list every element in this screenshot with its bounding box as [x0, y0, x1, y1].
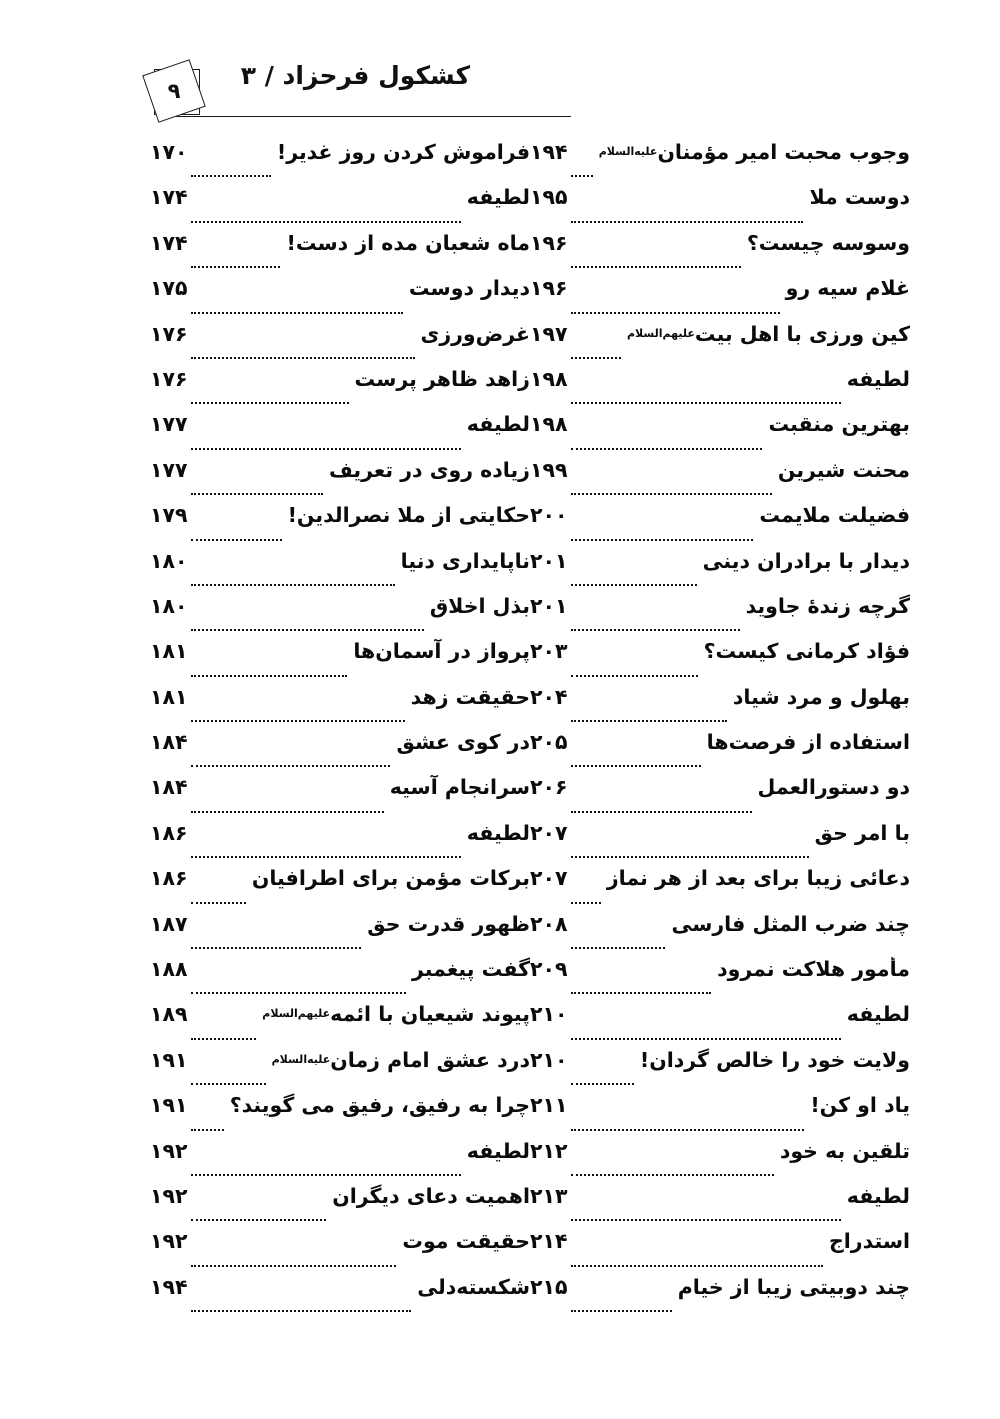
toc-entry-page-number: ۱۹۴: [150, 1274, 188, 1299]
toc-entry[interactable]: [530, 140, 910, 185]
toc-entry-page-number: ۱۹۴: [530, 140, 568, 164]
toc-entry-title: لطیفه: [466, 185, 530, 210]
toc-entry-page-number: ۲۱۱: [530, 1093, 568, 1118]
toc-leader-dots: [571, 349, 621, 363]
toc-leader-dots: [191, 1075, 266, 1089]
toc-leader-dots: [191, 939, 362, 953]
toc-entry[interactable]: [530, 685, 910, 730]
toc-entry[interactable]: [150, 957, 530, 1002]
toc-entry[interactable]: [530, 1139, 910, 1184]
toc-entry[interactable]: [530, 957, 910, 1002]
toc-entry[interactable]: [530, 549, 910, 594]
toc-entry[interactable]: [150, 231, 530, 276]
toc-leader-dots: [571, 939, 666, 953]
toc-entry-page-number: ۲۱۲: [530, 1138, 568, 1163]
header-rule: [176, 116, 571, 117]
toc-leader-dots: [571, 576, 697, 590]
toc-entry-page-number: ۱۸۷: [150, 911, 188, 936]
toc-entry-title: مأمور هلاکت نمرود: [717, 957, 910, 982]
toc-entry[interactable]: [150, 685, 530, 730]
toc-entry[interactable]: [150, 276, 530, 321]
toc-entry-title: دو دستورالعمل: [757, 775, 910, 800]
toc-leader-dots: [191, 757, 391, 771]
toc-entry-title: استدراج: [829, 1229, 910, 1254]
toc-entry-title: ناپایداری دنیا: [400, 548, 530, 573]
toc-entry-title: دعائی زیبا برای بعد از هر نماز: [606, 866, 910, 891]
toc-leader-dots: [191, 712, 405, 726]
toc-entry-page-number: ۱۹۸: [530, 412, 568, 437]
toc-entry-page-number: ۱۷۵: [150, 276, 188, 301]
toc-entry-page-number: ۱۹۱: [150, 1093, 188, 1118]
toc-entry[interactable]: [530, 367, 910, 412]
toc-leader-dots: [191, 848, 461, 862]
toc-entry-title: با امر حق: [814, 820, 910, 845]
toc-entry-title: غلام سیه رو: [785, 276, 910, 301]
toc-entry-page-number: ۲۱۴: [530, 1229, 568, 1254]
toc-column-right: [150, 140, 530, 1320]
toc-leader-dots: [571, 485, 772, 499]
toc-entry[interactable]: [530, 1275, 910, 1320]
toc-entry-page-number: ۱۸۱: [150, 684, 188, 709]
toc-entry-title: شکسته‌دلی: [417, 1274, 530, 1299]
toc-entry[interactable]: [530, 276, 910, 321]
toc-entry-title: سرانجام آسیه: [389, 775, 530, 800]
toc-entry[interactable]: [530, 322, 910, 367]
toc-entry-title: چند دوبیتی زیبا از خیام: [677, 1274, 910, 1299]
toc-entry[interactable]: [530, 458, 910, 503]
toc-entry[interactable]: [530, 1002, 910, 1047]
toc-entry-title: لطیفه: [846, 1002, 910, 1027]
toc-leader-dots: [571, 712, 727, 726]
toc-entry-title: وجوب محبت امیر مؤمنانعلیه‌السلام: [598, 140, 910, 164]
toc-entry-title: فراموش کردن روز غدیر!: [276, 140, 530, 164]
toc-leader-dots: [191, 621, 424, 635]
toc-leader-dots: [191, 167, 271, 181]
toc-entry-page-number: ۲۱۰: [530, 1002, 568, 1027]
toc-leader-dots: [191, 1121, 224, 1135]
toc-leader-dots: [191, 803, 384, 817]
toc-entry-page-number: ۲۰۳: [530, 639, 568, 664]
toc-entry[interactable]: [150, 367, 530, 412]
toc-entry-title: حقیقت زهد: [410, 684, 530, 709]
toc-leader-dots: [571, 1030, 841, 1044]
toc-leader-dots: [571, 1302, 672, 1316]
toc-entry-title: چند ضرب المثل فارسی: [671, 911, 910, 936]
toc-entry-page-number: ۱۸۱: [150, 639, 188, 664]
toc-entry-page-number: ۲۰۷: [530, 866, 568, 891]
toc-entry[interactable]: [530, 185, 910, 230]
toc-entry[interactable]: [150, 1139, 530, 1184]
toc-leader-dots: [191, 984, 406, 998]
toc-entry-page-number: ۱۷۷: [150, 412, 188, 437]
table-of-contents: [150, 140, 910, 1320]
toc-leader-dots: [191, 304, 403, 318]
toc-entry-page-number: ۱۸۴: [150, 730, 188, 755]
toc-leader-dots: [571, 394, 841, 408]
toc-entry-title: پیوند شیعیان با ائمهعلیهم‌السلام: [262, 1002, 530, 1027]
toc-entry-page-number: ۲۱۳: [530, 1183, 568, 1208]
toc-entry[interactable]: [530, 231, 910, 276]
toc-leader-dots: [571, 1121, 805, 1135]
toc-leader-dots: [191, 394, 349, 408]
toc-entry-title: لطیفه: [846, 366, 910, 391]
toc-leader-dots: [571, 531, 754, 545]
toc-column-left: [530, 140, 910, 1320]
toc-leader-dots: [571, 1075, 634, 1089]
toc-entry[interactable]: [150, 594, 530, 639]
toc-entry-title: ولایت خود را خالص گردان!: [639, 1047, 910, 1072]
toc-entry[interactable]: [150, 821, 530, 866]
toc-entry[interactable]: [150, 1093, 530, 1138]
honorific-mark: علیهم‌السلام: [262, 1007, 331, 1021]
toc-entry-page-number: ۱۹۹: [530, 457, 568, 482]
toc-entry-title: بهلول و مرد شیاد: [732, 684, 910, 709]
toc-leader-dots: [191, 1257, 397, 1271]
toc-entry-title: دوست ملا: [809, 185, 910, 210]
toc-entry[interactable]: [530, 730, 910, 775]
toc-entry[interactable]: [150, 1048, 530, 1093]
toc-entry-page-number: ۲۰۱: [530, 593, 568, 618]
toc-entry[interactable]: [150, 775, 530, 820]
toc-entry[interactable]: [150, 866, 530, 911]
toc-leader-dots: [571, 440, 763, 454]
toc-leader-dots: [191, 894, 246, 908]
toc-entry[interactable]: [150, 458, 530, 503]
toc-leader-dots: [191, 531, 282, 545]
toc-entry-page-number: ۱۷۴: [150, 230, 188, 255]
toc-entry-title: بذل اخلاق: [429, 593, 530, 618]
toc-entry-page-number: ۱۹۸: [530, 366, 568, 391]
toc-entry-page-number: ۱۷۶: [150, 321, 188, 346]
toc-entry-page-number: ۱۹۲: [150, 1229, 188, 1254]
toc-leader-dots: [191, 258, 281, 272]
toc-entry[interactable]: [150, 140, 530, 185]
toc-entry-page-number: ۱۹۱: [150, 1047, 188, 1072]
toc-leader-dots: [571, 167, 593, 181]
toc-entry-title: درد عشق امام زمانعلیه‌السلام: [271, 1047, 530, 1072]
toc-entry-page-number: ۲۰۶: [530, 775, 568, 800]
toc-entry[interactable]: [150, 1229, 530, 1274]
toc-leader-dots: [191, 576, 395, 590]
toc-leader-dots: [191, 485, 323, 499]
toc-leader-dots: [571, 304, 780, 318]
toc-entry-title: چرا به رفیق، رفیق می گویند؟: [229, 1093, 530, 1118]
toc-entry[interactable]: [530, 594, 910, 639]
toc-entry[interactable]: [150, 1002, 530, 1047]
toc-entry-page-number: ۱۸۸: [150, 957, 188, 982]
toc-entry-title: اهمیت دعای دیگران: [332, 1183, 530, 1208]
honorific-mark: علیه‌السلام: [598, 145, 658, 158]
toc-leader-dots: [571, 1211, 841, 1225]
toc-leader-dots: [571, 1257, 823, 1271]
toc-entry-page-number: ۲۰۵: [530, 730, 568, 755]
toc-entry[interactable]: [150, 912, 530, 957]
toc-entry-title: فضیلت ملایمت: [759, 503, 910, 528]
toc-entry[interactable]: [530, 821, 910, 866]
toc-leader-dots: [571, 757, 701, 771]
toc-entry[interactable]: [530, 1048, 910, 1093]
toc-entry[interactable]: [530, 503, 910, 548]
toc-entry[interactable]: [150, 639, 530, 684]
toc-entry-page-number: ۱۸۰: [150, 548, 188, 573]
toc-entry-page-number: ۲۰۴: [530, 684, 568, 709]
toc-entry-page-number: ۱۷۶: [150, 366, 188, 391]
toc-entry-title: گفت پیغمبر: [411, 957, 530, 982]
toc-entry-title: وسوسه چیست؟: [746, 230, 910, 255]
toc-entry[interactable]: [530, 866, 910, 911]
toc-leader-dots: [191, 1211, 327, 1225]
toc-entry-title: لطیفه: [466, 1138, 530, 1163]
toc-entry-page-number: ۱۹۶: [530, 276, 568, 301]
toc-entry-title: محنت شیرین: [777, 457, 910, 482]
toc-leader-dots: [571, 848, 809, 862]
toc-entry-page-number: ۲۱۰: [530, 1047, 568, 1072]
toc-leader-dots: [191, 1302, 412, 1316]
toc-entry[interactable]: [150, 549, 530, 594]
toc-entry-page-number: ۱۹۲: [150, 1183, 188, 1208]
toc-entry-page-number: ۱۸۶: [150, 866, 188, 891]
toc-entry-title: لطیفه: [466, 820, 530, 845]
toc-entry-page-number: ۱۹۲: [150, 1138, 188, 1163]
toc-leader-dots: [571, 667, 698, 681]
toc-leader-dots: [571, 803, 752, 817]
toc-entry[interactable]: [530, 1229, 910, 1274]
toc-entry[interactable]: [530, 639, 910, 684]
toc-entry-page-number: ۱۷۹: [150, 503, 188, 528]
toc-entry-title: بهترین منقبت: [768, 412, 910, 437]
toc-entry-title: یاد او کن!: [810, 1093, 910, 1118]
toc-entry[interactable]: [150, 503, 530, 548]
toc-entry-page-number: ۱۷۴: [150, 185, 188, 210]
toc-entry-title: فؤاد کرمانی کیست؟: [703, 639, 910, 664]
toc-leader-dots: [191, 667, 348, 681]
toc-entry[interactable]: [150, 412, 530, 457]
toc-entry[interactable]: [530, 1184, 910, 1229]
toc-leader-dots: [191, 1166, 461, 1180]
toc-entry-page-number: ۲۰۹: [530, 957, 568, 982]
toc-entry[interactable]: [530, 412, 910, 457]
toc-entry-page-number: ۱۸۰: [150, 593, 188, 618]
toc-entry-title: پرواز در آسمان‌ها: [353, 639, 530, 664]
toc-entry[interactable]: [530, 775, 910, 820]
toc-entry[interactable]: [150, 730, 530, 775]
toc-entry[interactable]: [530, 1093, 910, 1138]
toc-entry-page-number: ۱۸۴: [150, 775, 188, 800]
toc-leader-dots: [571, 621, 740, 635]
toc-entry-page-number: ۱۸۶: [150, 820, 188, 845]
toc-entry[interactable]: [530, 912, 910, 957]
toc-entry[interactable]: [150, 1275, 530, 1320]
toc-entry-title: دیدار دوست: [408, 276, 530, 301]
toc-entry-title: حکایتی از ملا نصرالدین!: [287, 503, 530, 528]
toc-leader-dots: [571, 984, 712, 998]
toc-entry-title: در کوی عشق: [396, 730, 530, 755]
honorific-mark: علیهم‌السلام: [626, 326, 695, 340]
toc-leader-dots: [571, 213, 804, 227]
page-title: کشکول فرحزاد / ۳: [240, 61, 470, 90]
toc-entry-page-number: ۲۰۱: [530, 548, 568, 573]
toc-entry[interactable]: [150, 322, 530, 367]
toc-entry-title: دیدار با برادران دینی: [702, 548, 910, 573]
toc-leader-dots: [191, 349, 415, 363]
toc-entry-page-number: ۲۱۵: [530, 1274, 568, 1299]
toc-entry-title: کین ورزی با اهل بیتعلیهم‌السلام: [626, 321, 910, 346]
toc-entry-page-number: ۱۹۶: [530, 230, 568, 255]
toc-entry-title: ظهور قدرت حق: [367, 911, 530, 936]
page-number: ۹: [167, 79, 181, 103]
page-header: [140, 55, 580, 130]
toc-entry[interactable]: [150, 1184, 530, 1229]
toc-entry-title: گرچه زندهٔ جاوید: [745, 593, 910, 618]
toc-entry-title: لطیفه: [846, 1183, 910, 1208]
toc-entry-title: تلقین به خود: [779, 1138, 910, 1163]
toc-entry[interactable]: [150, 185, 530, 230]
toc-entry-page-number: ۲۰۸: [530, 911, 568, 936]
toc-entry-title: غرض‌ورزی: [420, 321, 530, 346]
toc-entry-page-number: ۱۸۹: [150, 1002, 188, 1027]
toc-entry-title: زیاده روی در تعریف: [328, 457, 530, 482]
toc-entry-page-number: ۲۰۷: [530, 820, 568, 845]
toc-entry-title: لطیفه: [466, 412, 530, 437]
toc-leader-dots: [571, 258, 741, 272]
toc-entry-title: حقیقت موت: [402, 1229, 530, 1254]
toc-leader-dots: [191, 1030, 257, 1044]
toc-entry-page-number: ۲۰۰: [530, 503, 568, 528]
toc-entry-title: استفاده از فرصت‌ها: [706, 730, 910, 755]
toc-leader-dots: [191, 440, 461, 454]
toc-entry-page-number: ۱۷۷: [150, 457, 188, 482]
toc-entry-title: برکات مؤمن برای اطرافیان: [251, 866, 530, 891]
toc-leader-dots: [571, 894, 601, 908]
toc-entry-page-number: ۱۹۷: [530, 321, 568, 346]
toc-leader-dots: [571, 1166, 774, 1180]
honorific-mark: علیه‌السلام: [271, 1052, 331, 1066]
toc-leader-dots: [191, 213, 461, 227]
toc-entry-title: زاهد ظاهر پرست: [354, 366, 530, 391]
toc-entry-page-number: ۱۹۵: [530, 185, 568, 210]
toc-entry-title: ماه شعبان مده از دست!: [286, 230, 530, 255]
toc-entry-page-number: ۱۷۰: [150, 140, 188, 164]
